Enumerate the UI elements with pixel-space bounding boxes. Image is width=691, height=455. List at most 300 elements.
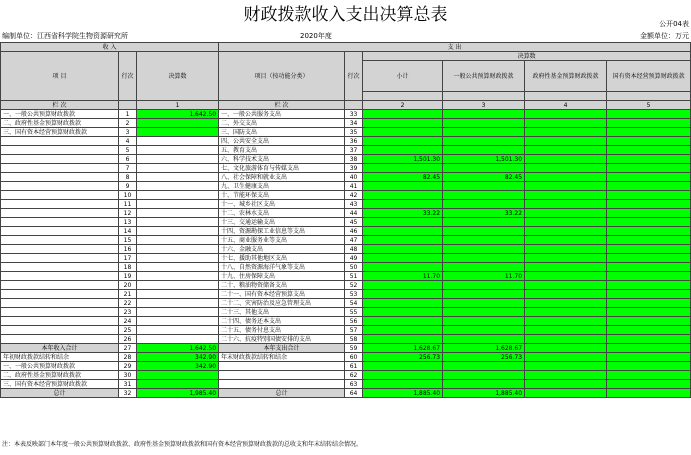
expense-col-label: 栏 次: [219, 101, 345, 110]
table-row: [1, 128, 691, 137]
expense-row-number: 59: [345, 344, 363, 353]
income-item-label: [1, 146, 119, 155]
expense-fund-budget: [525, 128, 607, 137]
income-item-label: [1, 326, 119, 335]
expense-general-budget: [443, 290, 525, 299]
expense-row-number: 38: [345, 155, 363, 164]
income-row-number: 32: [119, 389, 137, 398]
expense-general-budget: [443, 254, 525, 263]
expense-capital-budget: [607, 227, 691, 236]
income-row-number: 29: [119, 362, 137, 371]
expense-row-number: 46: [345, 227, 363, 236]
expense-row-number: 58: [345, 335, 363, 344]
expense-row-number: 63: [345, 380, 363, 389]
report-title: 财政拨款收入支出决算总表: [243, 5, 448, 25]
expense-subtotal: [363, 236, 443, 245]
expense-row-number: 56: [345, 317, 363, 326]
expense-fund-budget: [525, 254, 607, 263]
income-row-number: 23: [119, 308, 137, 317]
col-index-4: 4: [525, 101, 607, 110]
income-row-number: 11: [119, 200, 137, 209]
expense-row-number: 47: [345, 236, 363, 245]
expense-capital-budget: [607, 317, 691, 326]
expense-item-label: 十一、城乡社区支出: [219, 200, 345, 209]
income-amount: 342.90: [137, 362, 219, 371]
table-row: [1, 119, 691, 128]
income-amount: [137, 137, 219, 146]
income-item-label: [1, 155, 119, 164]
table-row: [1, 182, 691, 191]
expense-fund-budget: [525, 389, 607, 398]
expense-capital-budget: [607, 362, 691, 371]
expense-subtotal: [363, 200, 443, 209]
expense-fund-budget: [525, 290, 607, 299]
expense-fund-budget: [525, 371, 607, 380]
form-number: 公开04表: [659, 20, 689, 28]
income-amount: [137, 380, 219, 389]
expense-fund-budget: [525, 227, 607, 236]
expense-capital-budget: [607, 353, 691, 362]
table-row: [1, 380, 691, 389]
expense-item-label: 二、外交支出: [219, 119, 345, 128]
expense-subtotal: [363, 164, 443, 173]
expense-general-budget: [443, 200, 525, 209]
income-amount: [137, 308, 219, 317]
budget-summary-table: [0, 42, 691, 398]
expense-general-budget: [443, 110, 525, 119]
table-row: [1, 344, 691, 353]
expense-subtotal: 256.73: [363, 353, 443, 362]
income-row-number: 10: [119, 191, 137, 200]
income-row-number: 27: [119, 344, 137, 353]
capital-budget-header: 国有资本经营预算财政拨款: [607, 61, 691, 92]
expense-row-number: 36: [345, 137, 363, 146]
expense-general-budget: [443, 380, 525, 389]
income-row-number: 22: [119, 299, 137, 308]
income-row-number: 2: [119, 119, 137, 128]
expense-fund-budget: [525, 335, 607, 344]
income-amount: [137, 227, 219, 236]
expense-fund-budget: [525, 263, 607, 272]
income-row-number: 5: [119, 146, 137, 155]
expense-row-number: 42: [345, 191, 363, 200]
expense-subtotal: [363, 380, 443, 389]
table-row: [1, 299, 691, 308]
table-row: [1, 137, 691, 146]
expense-fund-budget: [525, 209, 607, 218]
table-row: [1, 389, 691, 398]
expense-fund-budget: [525, 236, 607, 245]
expense-general-budget: [443, 281, 525, 290]
income-amount: [137, 290, 219, 299]
income-amount: [137, 236, 219, 245]
expense-general-budget: [443, 164, 525, 173]
income-amount: [137, 155, 219, 164]
income-item-label: [1, 191, 119, 200]
table-row: [1, 371, 691, 380]
expense-item-label: 四、公共安全支出: [219, 137, 345, 146]
expense-item-label: 二十五、债务付息支出: [219, 326, 345, 335]
expense-item-label: 三、国防支出: [219, 128, 345, 137]
expense-fund-budget: [525, 191, 607, 200]
expense-item-label: 二十二、灾害防治及应急管理支出: [219, 299, 345, 308]
expense-row-number: 45: [345, 218, 363, 227]
table-row: [1, 110, 691, 119]
expense-item-label: 十、节能环保支出: [219, 191, 345, 200]
table-row: [1, 254, 691, 263]
expense-capital-budget: [607, 209, 691, 218]
expense-item-label: 总计: [219, 389, 345, 398]
income-row-number: 6: [119, 155, 137, 164]
table-row: [1, 155, 691, 164]
income-row-number: 13: [119, 218, 137, 227]
expense-item-label: 本年支出合计: [219, 344, 345, 353]
expense-capital-budget: [607, 263, 691, 272]
income-row-number: 20: [119, 281, 137, 290]
income-item-label: [1, 272, 119, 281]
expense-row-number: 53: [345, 290, 363, 299]
income-project-header: 项 目: [1, 52, 119, 101]
expense-subtotal: [363, 299, 443, 308]
expense-fund-budget: [525, 119, 607, 128]
expense-general-budget: [443, 263, 525, 272]
income-amount: 1,642.50: [137, 110, 219, 119]
income-item-label: 三、国有资本经营预算财政拨款: [1, 380, 119, 389]
income-amount: [137, 209, 219, 218]
expense-subtotal: 33.22: [363, 209, 443, 218]
expense-item-label: 二十三、其他支出: [219, 308, 345, 317]
income-item-label: [1, 227, 119, 236]
expense-capital-budget: [607, 146, 691, 155]
expense-row-number: 49: [345, 254, 363, 263]
expense-row-number: 60: [345, 353, 363, 362]
expense-item-label: 十四、资源勘探工业信息等支出: [219, 227, 345, 236]
expense-subtotal: [363, 110, 443, 119]
income-item-label: [1, 263, 119, 272]
income-amount: 342.90: [137, 353, 219, 362]
expense-subtotal: [363, 182, 443, 191]
income-row-number: 26: [119, 335, 137, 344]
expense-capital-budget: [607, 290, 691, 299]
income-amount: [137, 272, 219, 281]
income-row-number: 18: [119, 263, 137, 272]
expense-fund-budget: [525, 362, 607, 371]
expense-capital-budget: [607, 380, 691, 389]
expense-item-label: 十三、交通运输支出: [219, 218, 345, 227]
expense-row-number: 37: [345, 146, 363, 155]
income-amount: [137, 173, 219, 182]
income-row-number: 1: [119, 110, 137, 119]
table-row: [1, 146, 691, 155]
expense-fund-budget: [525, 110, 607, 119]
income-item-label: [1, 290, 119, 299]
income-item-label: [1, 317, 119, 326]
expense-row-number: 40: [345, 173, 363, 182]
income-item-label: 一、一般公共预算财政拨款: [1, 362, 119, 371]
table-row: [1, 236, 691, 245]
expense-general-budget: [443, 371, 525, 380]
income-row-number: 21: [119, 290, 137, 299]
expense-item-label: 二十六、抗疫特别国债安排的支出: [219, 335, 345, 344]
expense-capital-budget: [607, 335, 691, 344]
expense-capital-budget: [607, 164, 691, 173]
expense-fund-budget: [525, 182, 607, 191]
expense-row-number: 51: [345, 272, 363, 281]
expense-subtotal: 82.45: [363, 173, 443, 182]
subtotal-header: 小计: [363, 61, 443, 92]
expense-fund-budget: [525, 245, 607, 254]
income-amount: 1,985.40: [137, 389, 219, 398]
income-row-number: 19: [119, 272, 137, 281]
expense-subtotal: 1,885.40: [363, 389, 443, 398]
expense-fund-budget: [525, 299, 607, 308]
expense-subtotal: 1,628.67: [363, 344, 443, 353]
expense-fund-budget: [525, 380, 607, 389]
expense-fund-budget: [525, 272, 607, 281]
expense-capital-budget: [607, 182, 691, 191]
expense-general-budget: [443, 128, 525, 137]
expense-fund-budget: [525, 173, 607, 182]
income-item-label: [1, 299, 119, 308]
expense-subtotal: [363, 227, 443, 236]
expense-item-label: 十五、商业服务业等支出: [219, 236, 345, 245]
income-item-label: 总计: [1, 389, 119, 398]
expense-general-budget: 82.45: [443, 173, 525, 182]
expense-row-number: 62: [345, 371, 363, 380]
expense-project-header: 项目（按功能分类）: [219, 52, 345, 101]
income-row-number: 15: [119, 236, 137, 245]
income-row-number: 14: [119, 227, 137, 236]
income-row-number: 17: [119, 254, 137, 263]
expense-fund-budget: [525, 308, 607, 317]
expense-capital-budget: [607, 110, 691, 119]
expense-row-number: 61: [345, 362, 363, 371]
expense-subtotal: [363, 245, 443, 254]
table-row: [1, 353, 691, 362]
income-col-label: 栏 次: [1, 101, 119, 110]
expense-general-budget: [443, 191, 525, 200]
expense-item-label: 八、社会保障和就业支出: [219, 173, 345, 182]
expense-item-label: 十九、住房保障支出: [219, 272, 345, 281]
expense-row-number: 55: [345, 308, 363, 317]
expense-general-budget: [443, 335, 525, 344]
expense-general-budget: [443, 119, 525, 128]
expense-section-header: 支 出: [219, 43, 691, 52]
expense-capital-budget: [607, 200, 691, 209]
income-item-label: [1, 245, 119, 254]
table-row: [1, 200, 691, 209]
expense-general-budget: [443, 227, 525, 236]
expense-capital-budget: [607, 326, 691, 335]
expense-capital-budget: [607, 173, 691, 182]
income-row-number: 7: [119, 164, 137, 173]
expense-item-label: 二十、粮油物资储备支出: [219, 281, 345, 290]
expense-row-number: 39: [345, 164, 363, 173]
expense-capital-budget: [607, 137, 691, 146]
income-row-number: 8: [119, 173, 137, 182]
expense-row-number: 52: [345, 281, 363, 290]
expense-item-label: [219, 362, 345, 371]
expense-subtotal: [363, 308, 443, 317]
column-index-row: [1, 101, 691, 110]
income-budget-header: 决算数: [137, 52, 219, 101]
income-amount: [137, 299, 219, 308]
expense-row-no-header: 行次: [345, 52, 363, 101]
income-item-label: 二、政府性基金预算财政拨款: [1, 371, 119, 380]
income-item-label: [1, 164, 119, 173]
expense-item-label: 十二、农林水支出: [219, 209, 345, 218]
report-year: 2020年度: [300, 32, 332, 40]
income-item-label: [1, 281, 119, 290]
income-item-label: [1, 137, 119, 146]
expense-fund-budget: [525, 317, 607, 326]
income-amount: [137, 200, 219, 209]
expense-fund-budget: [525, 344, 607, 353]
header-row-sections: [1, 43, 691, 52]
expense-fund-budget: [525, 326, 607, 335]
table-row: [1, 218, 691, 227]
fund-budget-header: 政府性基金预算财政拨款: [525, 61, 607, 92]
expense-capital-budget: [607, 245, 691, 254]
col-index-2: 2: [363, 101, 443, 110]
table-row: [1, 290, 691, 299]
expense-fund-budget: [525, 164, 607, 173]
income-item-label: [1, 200, 119, 209]
expense-general-budget: [443, 245, 525, 254]
col-index-5: 5: [607, 101, 691, 110]
expense-capital-budget: [607, 299, 691, 308]
income-item-label: [1, 173, 119, 182]
expense-item-label: [219, 380, 345, 389]
table-row: [1, 362, 691, 371]
expense-subtotal: [363, 281, 443, 290]
expense-item-label: 五、教育支出: [219, 146, 345, 155]
expense-row-number: 35: [345, 128, 363, 137]
expense-general-budget: [443, 326, 525, 335]
expense-general-budget: [443, 146, 525, 155]
expense-capital-budget: [607, 191, 691, 200]
income-row-number: 31: [119, 380, 137, 389]
expense-capital-budget: [607, 254, 691, 263]
expense-item-label: 九、卫生健康支出: [219, 182, 345, 191]
expense-capital-budget: [607, 155, 691, 164]
expense-capital-budget: [607, 389, 691, 398]
expense-item-label: 十六、金融支出: [219, 245, 345, 254]
expense-subtotal: [363, 263, 443, 272]
expense-capital-budget: [607, 308, 691, 317]
expense-subtotal: [363, 191, 443, 200]
expense-general-budget: 33.22: [443, 209, 525, 218]
table-row: [1, 272, 691, 281]
table-row: [1, 173, 691, 182]
expense-subtotal: [363, 137, 443, 146]
income-amount: [137, 317, 219, 326]
expense-subtotal: 1,501.30: [363, 155, 443, 164]
footnote: 注：本表反映部门本年度一般公共预算财政拨款、政府性基金预算财政拨款和国有资本经营预算财政拨款的总收支和年末结转结余情况。: [2, 441, 363, 448]
expense-subtotal: [363, 119, 443, 128]
income-row-number: 4: [119, 137, 137, 146]
table-row: [1, 281, 691, 290]
income-row-number: 16: [119, 245, 137, 254]
general-budget-header: 一般公共预算财政拨款: [443, 61, 525, 92]
income-item-label: 年初财政拨款结转和结余: [1, 353, 119, 362]
expense-general-budget: [443, 182, 525, 191]
expense-general-budget: [443, 308, 525, 317]
income-amount: [137, 182, 219, 191]
expense-row-number: 57: [345, 326, 363, 335]
expense-subtotal: [363, 254, 443, 263]
expense-item-label: 二十四、债务还本支出: [219, 317, 345, 326]
income-row-number: 25: [119, 326, 137, 335]
header-row-project: [1, 52, 691, 61]
income-amount: [137, 146, 219, 155]
expense-general-budget: [443, 236, 525, 245]
income-item-label: 二、政府性基金预算财政拨款: [1, 119, 119, 128]
expense-general-budget: 11.70: [443, 272, 525, 281]
expense-capital-budget: [607, 281, 691, 290]
expense-subtotal: [363, 128, 443, 137]
expense-row-number: 64: [345, 389, 363, 398]
income-item-label: [1, 335, 119, 344]
income-item-label: 三、国有资本经营预算财政拨款: [1, 128, 119, 137]
expense-capital-budget: [607, 119, 691, 128]
income-amount: [137, 281, 219, 290]
expense-fund-budget: [525, 281, 607, 290]
organization-name: 编制单位：江西省科学院生物资源研究所: [2, 32, 128, 40]
table-row: [1, 245, 691, 254]
expense-general-budget: [443, 137, 525, 146]
expense-final-header: 决算数: [363, 52, 691, 61]
income-row-number: 9: [119, 182, 137, 191]
expense-subtotal: [363, 146, 443, 155]
expense-row-number: 43: [345, 200, 363, 209]
income-amount: [137, 254, 219, 263]
expense-subtotal: [363, 218, 443, 227]
expense-row-number: 54: [345, 299, 363, 308]
expense-item-label: 一、一般公共服务支出: [219, 110, 345, 119]
table-row: [1, 317, 691, 326]
table-row: [1, 164, 691, 173]
income-row-number: 24: [119, 317, 137, 326]
expense-general-budget: [443, 317, 525, 326]
expense-item-label: 六、科学技术支出: [219, 155, 345, 164]
expense-row-number: 48: [345, 245, 363, 254]
expense-item-label: 七、文化旅游体育与传媒支出: [219, 164, 345, 173]
expense-subtotal: [363, 290, 443, 299]
expense-item-label: 十八、自然资源海洋气象等支出: [219, 263, 345, 272]
income-row-number: 28: [119, 353, 137, 362]
income-item-label: [1, 218, 119, 227]
income-row-no-header: 行次: [119, 52, 137, 101]
expense-row-number: 44: [345, 209, 363, 218]
income-item-label: [1, 236, 119, 245]
expense-subtotal: [363, 317, 443, 326]
expense-capital-budget: [607, 236, 691, 245]
expense-item-label: 二十一、国有资本经营预算支出: [219, 290, 345, 299]
expense-row-number: 41: [345, 182, 363, 191]
expense-fund-budget: [525, 200, 607, 209]
income-item-label: 一、一般公共预算财政拨款: [1, 110, 119, 119]
expense-item-label: 年末财政拨款结转和结余: [219, 353, 345, 362]
expense-capital-budget: [607, 272, 691, 281]
expense-general-budget: [443, 218, 525, 227]
expense-row-number: 34: [345, 119, 363, 128]
expense-general-budget: 1,501.30: [443, 155, 525, 164]
income-item-label: [1, 254, 119, 263]
income-item-label: [1, 308, 119, 317]
expense-subtotal: [363, 335, 443, 344]
expense-subtotal: [363, 362, 443, 371]
